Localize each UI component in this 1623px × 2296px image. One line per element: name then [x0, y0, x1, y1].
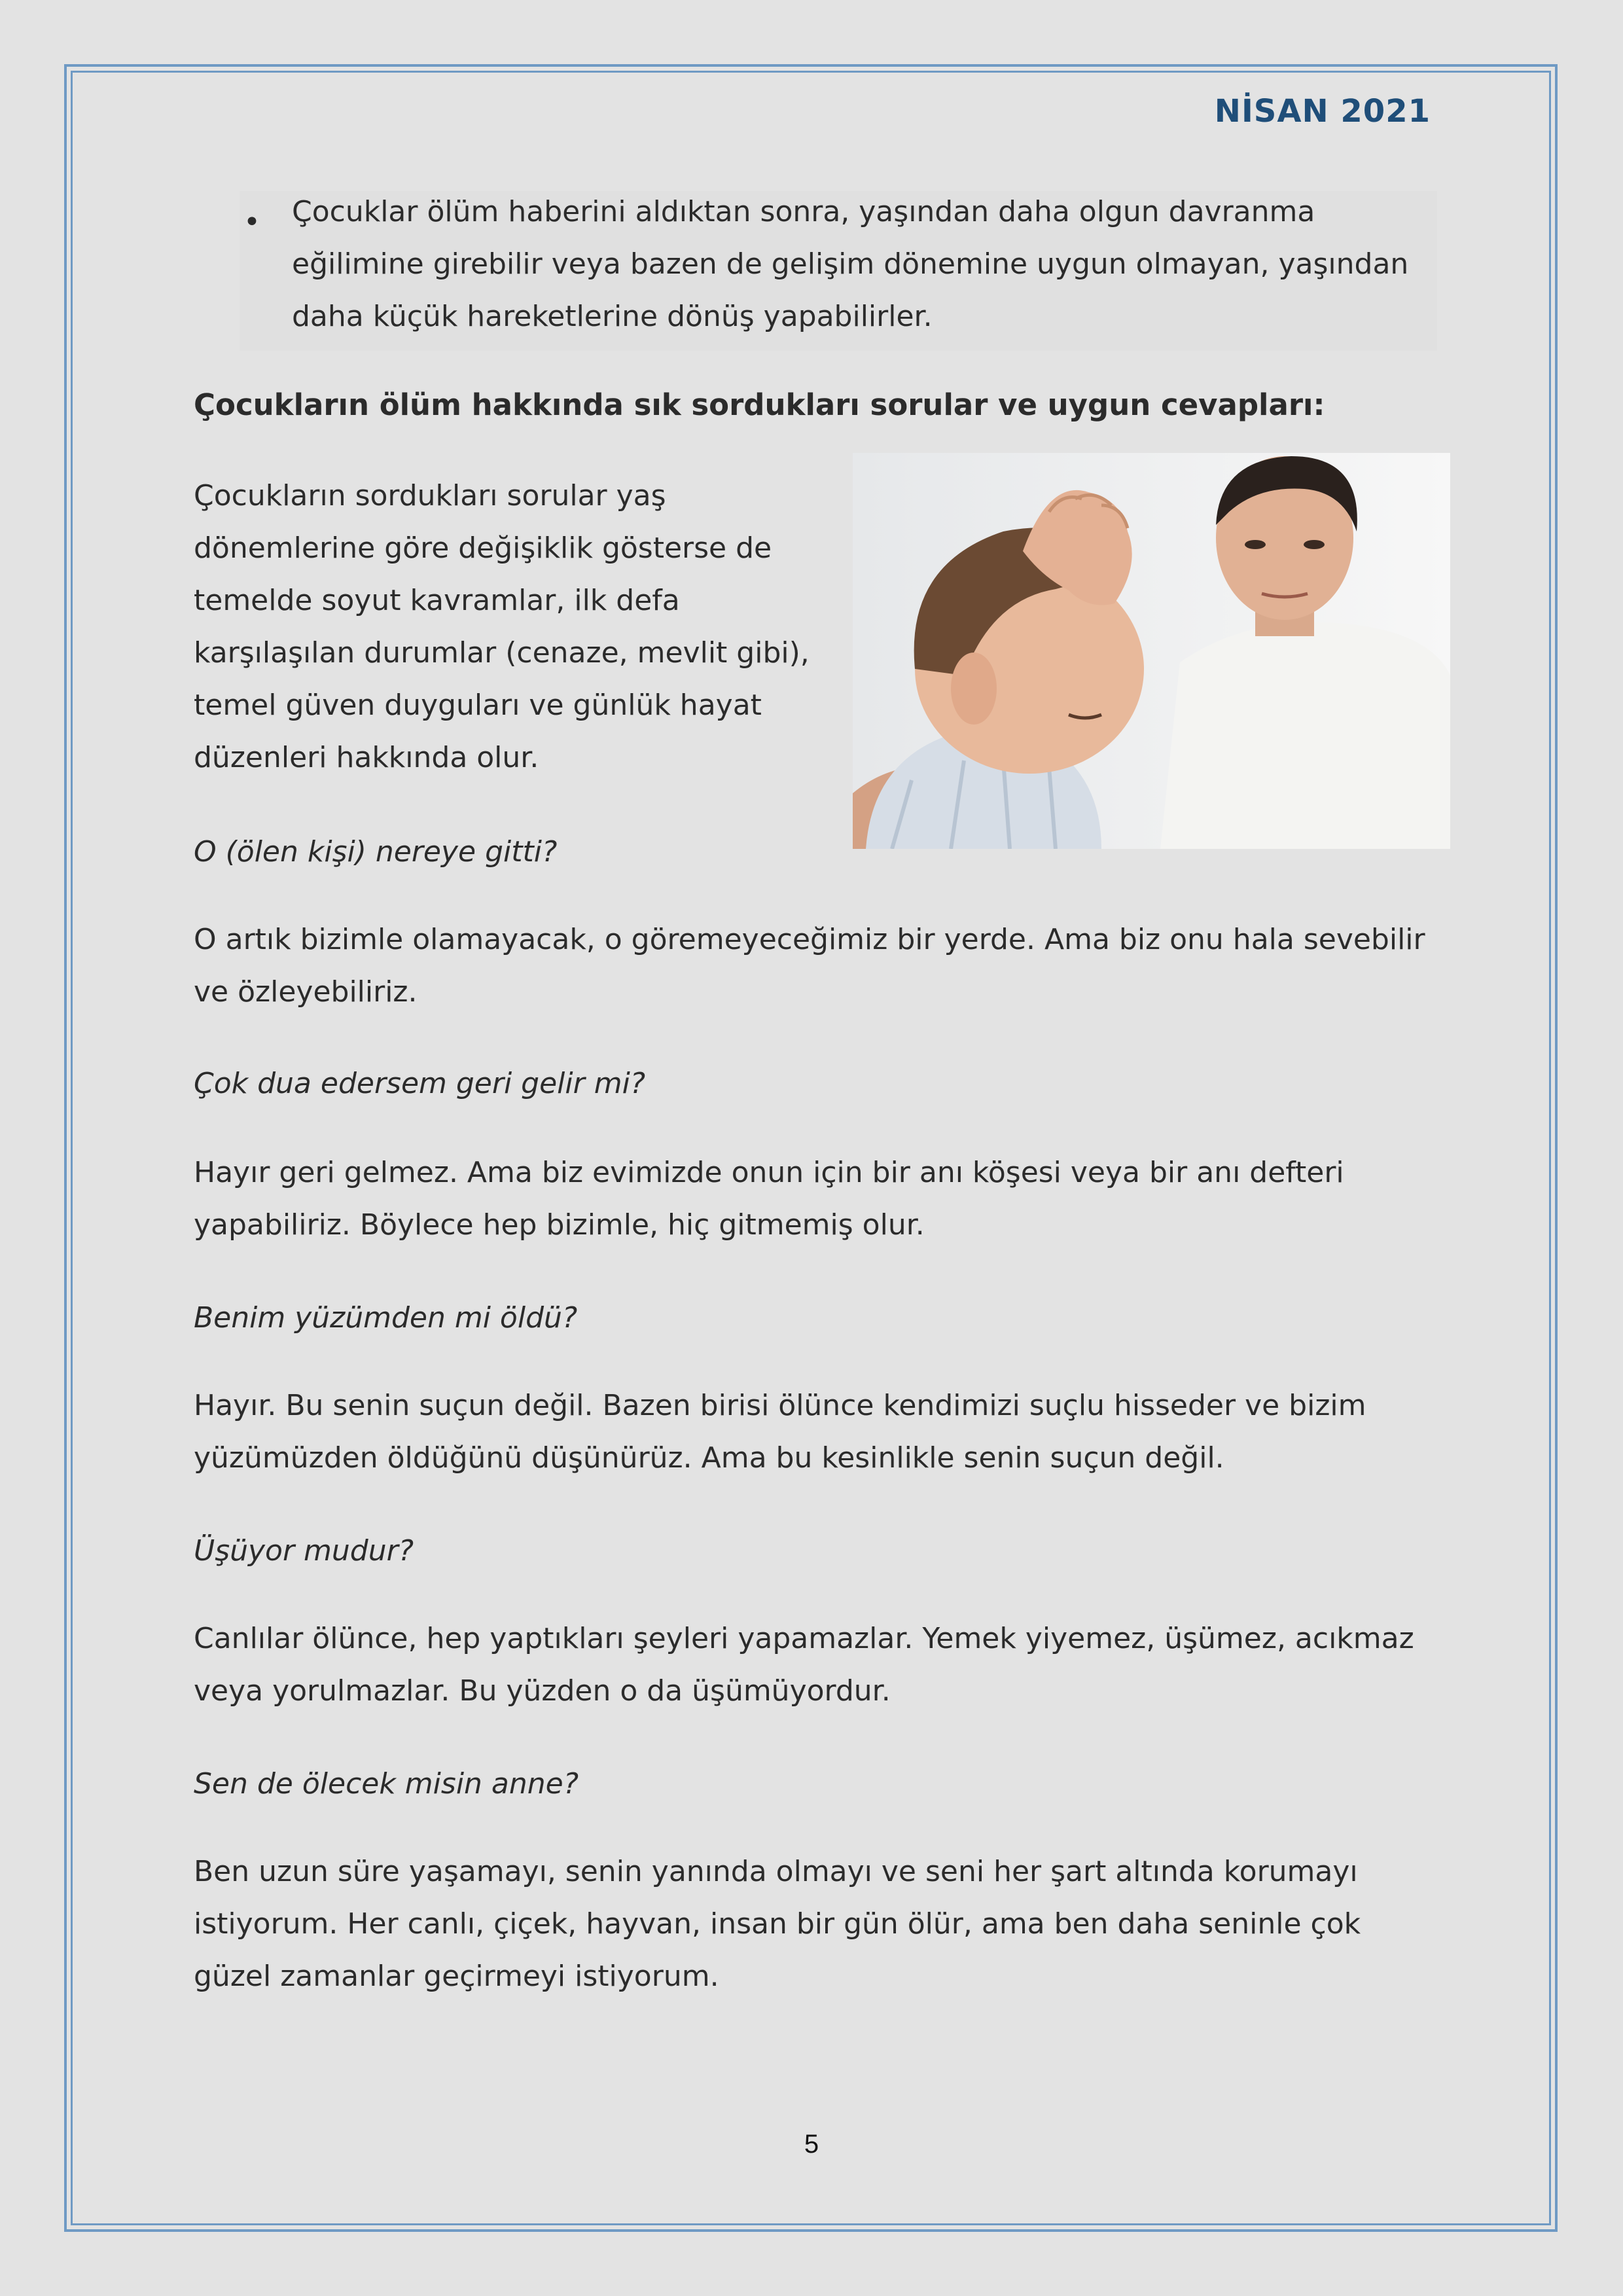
answer-3: Hayır. Bu senin suçun değil. Bazen birisi ölünce kendimizi suçlu hisseder ve bizim yüzümüzden öldüğünü düşünürüz. Ama bu kesinlikle senin suçun değil.: [194, 1389, 1366, 1475]
question-2: Çok dua edersem geri gelir mi?: [194, 1067, 646, 1100]
issue-date: NİSAN 2021: [1214, 93, 1431, 130]
question-1: O (ölen kişi) nereye gitti?: [194, 835, 558, 869]
answer-4: Canlılar ölünce, hep yaptıkları şeyleri yapamazlar. Yemek yiyemez, üşümez, acıkmaz veya yorulmazlar. Bu yüzden o da üşümüyordur.: [194, 1622, 1414, 1708]
answer-2: Hayır geri gelmez. Ama biz evimizde onun için bir anı köşesi veya bir anı defteri yapabiliriz. Böylece hep bizimle, hiç gitmemiş olur.: [194, 1156, 1344, 1242]
father-comforting-child-photo: [853, 453, 1450, 849]
answer-5: Ben uzun süre yaşamayı, senin yanında olmayı ve seni her şart altında korumayı istiyorum. Her canlı, çiçek, hayvan, insan bir gün ölür, ama ben daha seninle çok güzel zamanlar geçirmeyi istiyorum.: [194, 1855, 1361, 1993]
bullet-dot-icon: •: [243, 206, 260, 239]
question-4: Üşüyor mudur?: [194, 1534, 414, 1568]
bullet-text: Çocuklar ölüm haberini aldıktan sonra, yaşından daha olgun davranma eğilimine girebilir veya bazen de gelişim dönemine uygun olmayan, yaşından daha küçük hareketlerine dönüş yapabilirler.: [292, 195, 1409, 333]
answer-1: O artık bizimle olamayacak, o göremeyeceğimiz bir yerde. Ama biz onu hala sevebilir ve özleyebiliriz.: [194, 923, 1425, 1009]
intro-paragraph: Çocukların sordukları sorular yaş dönemlerine göre değişiklik gösterse de temelde soyut kavramlar, ilk defa karşılaşılan durumlar (cenaze, mevlit gibi), temel güven duyguları ve günlük hayat düzenleri hakkında olur.: [194, 479, 810, 774]
section-heading: Çocukların ölüm hakkında sık sordukları sorular ve uygun cevapları:: [194, 387, 1325, 422]
page-number: 5: [804, 2130, 819, 2159]
question-3: Benim yüzümden mi öldü?: [194, 1301, 578, 1335]
question-5: Sen de ölecek misin anne?: [194, 1767, 579, 1801]
